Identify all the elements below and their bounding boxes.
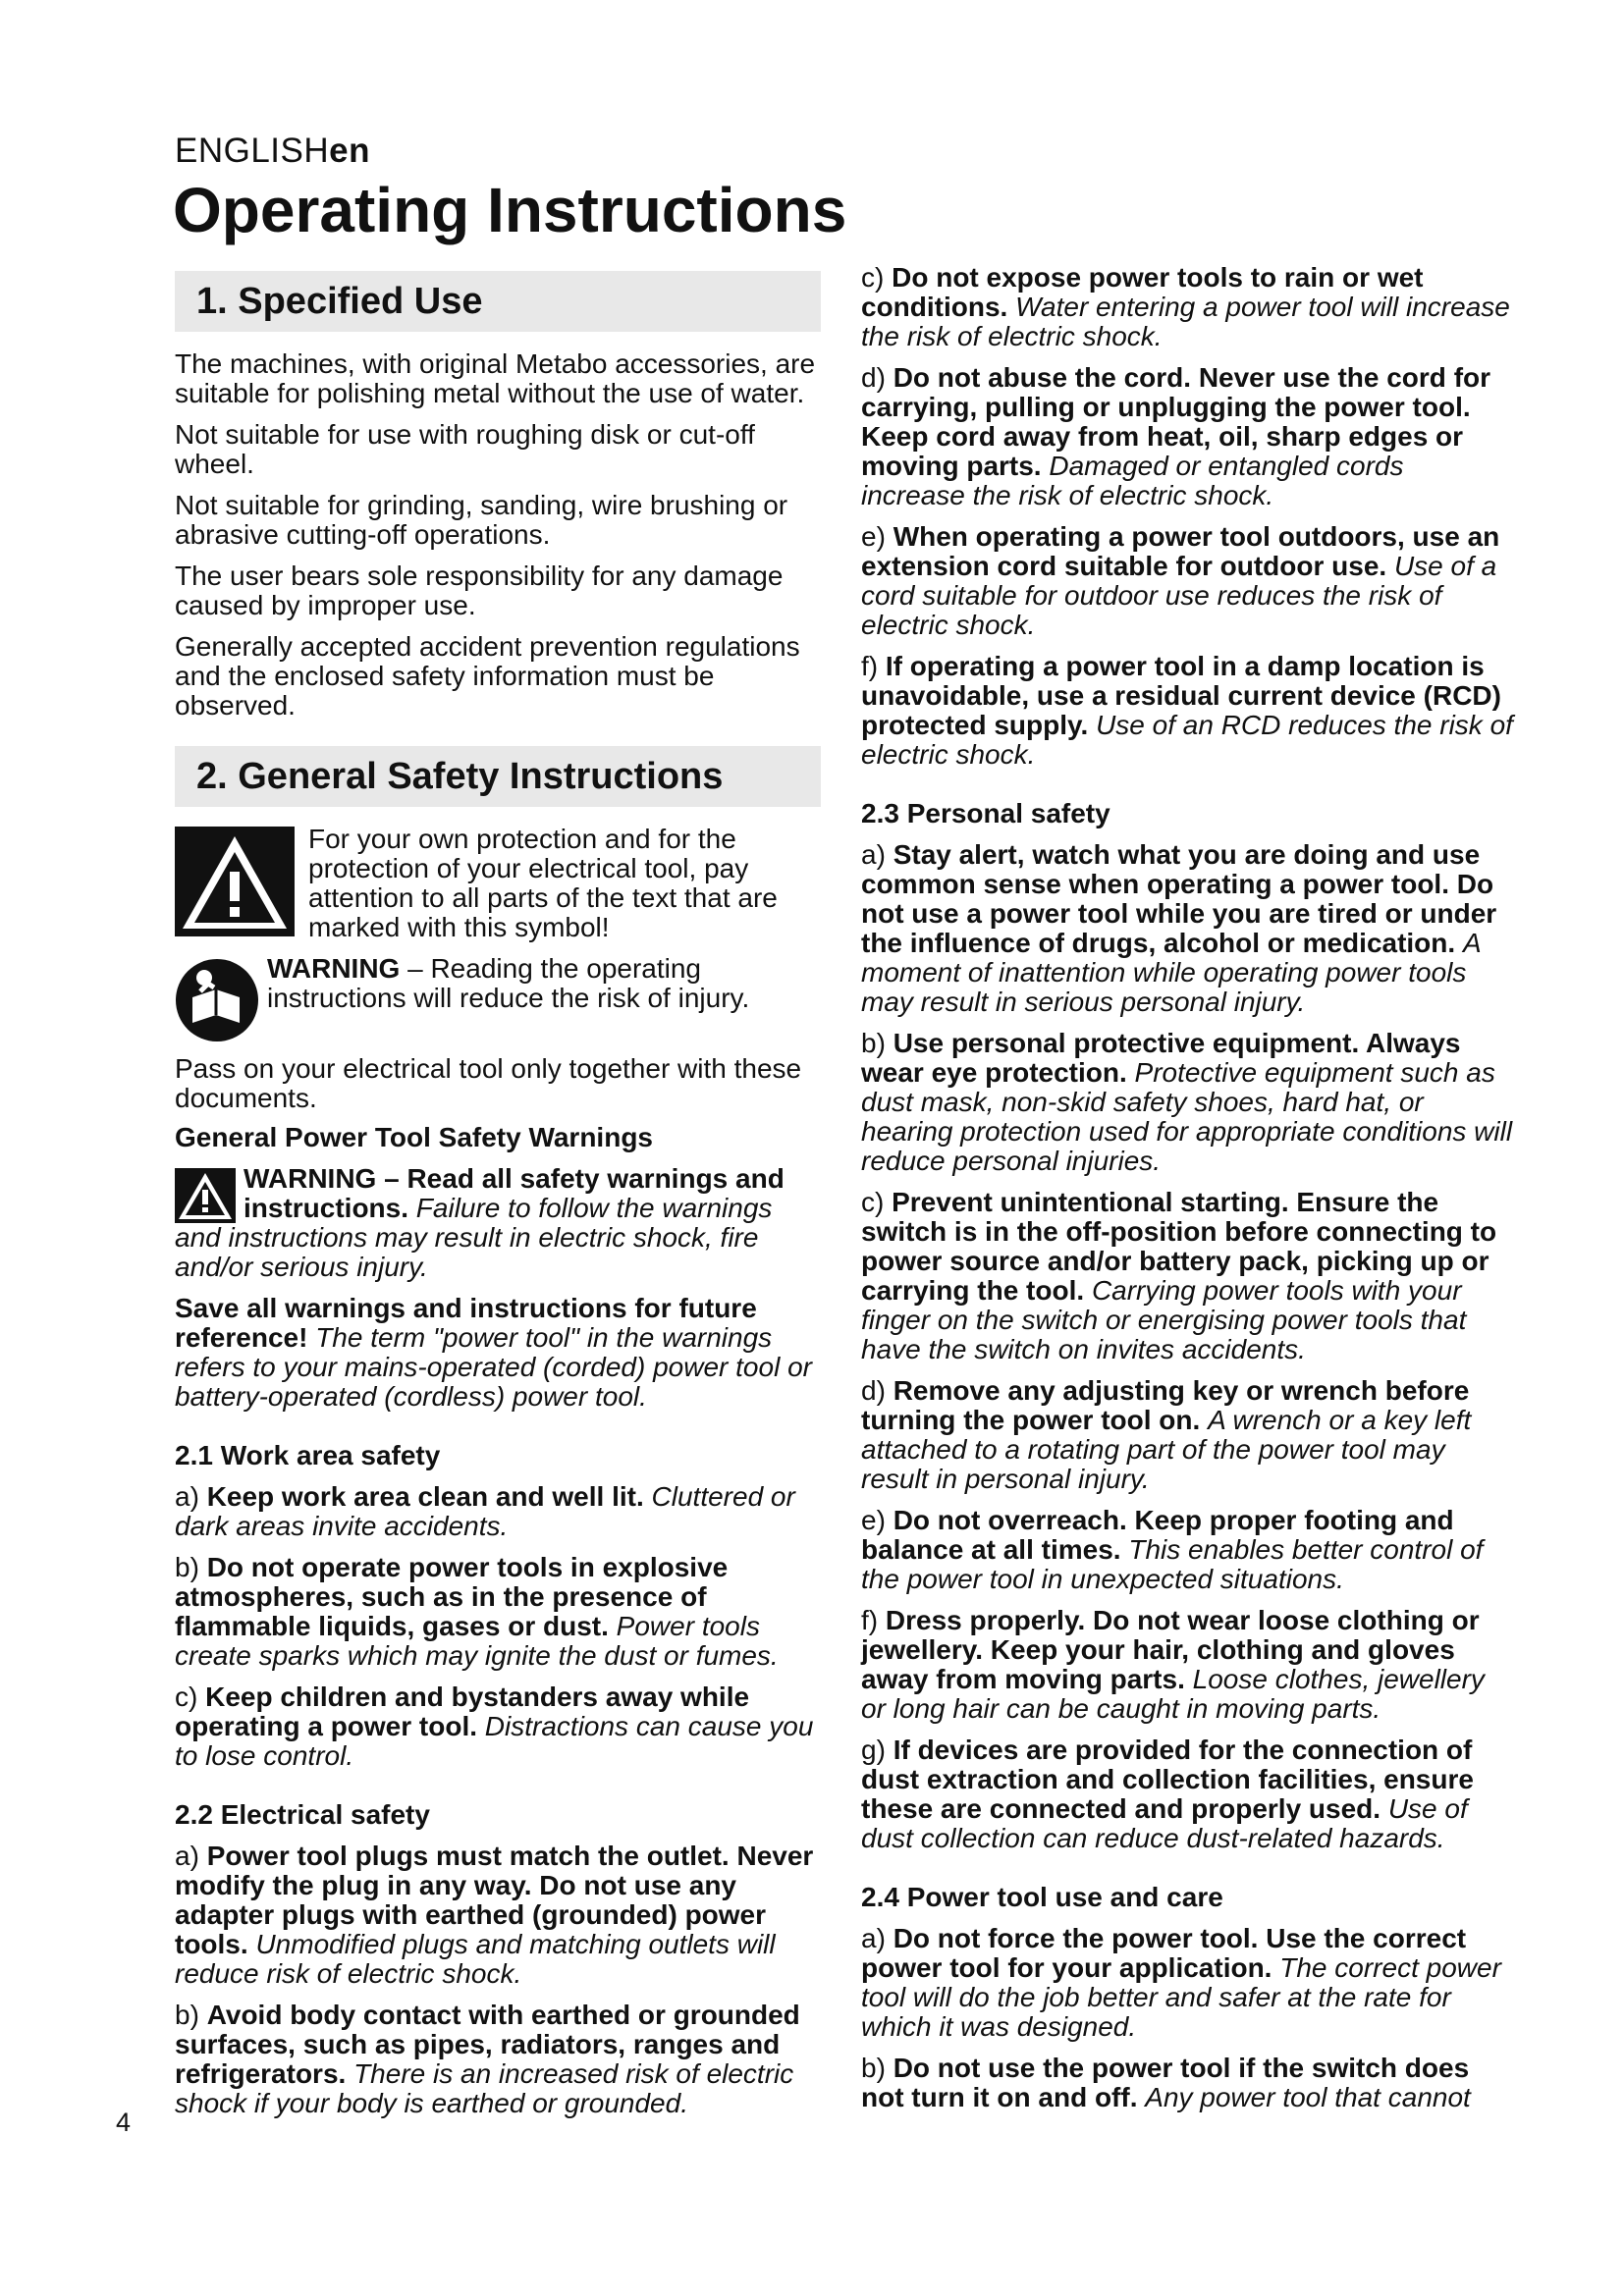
save-warnings-bold: Save all warnings and instructions for future reference! (175, 1293, 757, 1353)
specified-use-para: Not suitable for use with roughing disk or cut-off wheel. (175, 419, 755, 479)
list-item: b) Do not use the power tool if the switch does not turn it on and off. Any power tool that cannot (861, 2053, 1471, 2112)
specified-use-para: The machines, with original Metabo accessories, are suitable for polishing metal without the use of water. (175, 348, 816, 408)
specified-use-para: The user bears sole responsibility for any damage caused by improper use. (175, 561, 784, 620)
list-item: a) Power tool plugs must match the outlet. Never modify the plug in any way. Do not use any adapter plugs with earthed (grounded) power tools. Unmodified plugs and matching outlets will reduce risk of electric shock. (175, 1841, 814, 1989)
list-item: f) Dress properly. Do not wear loose clothing or jewellery. Keep your hair, clothing and gloves away from moving parts. Loose clothes, jewellery or long hair can be caught in moving parts. (861, 1605, 1485, 1724)
list-item: d) Remove any adjusting key or wrench before turning the power tool on. A wrench or a key left attached to a rotating part of the power tool may result in personal injury. (861, 1375, 1472, 1494)
list-item: a) Keep work area clean and well lit. Cluttered or dark areas invite accidents. (175, 1481, 795, 1541)
list-item: c) Keep children and bystanders away while operating a power tool. Distractions can cause you to lose control. (175, 1682, 814, 1771)
manual-warning (175, 954, 821, 1042)
s23-heading: 2.3 Personal safety (861, 798, 1110, 828)
save-warnings (175, 1294, 821, 1412)
read-warnings-italic: Failure to follow the warnings and instructions may result in electric shock, fire and/or serious injury. (175, 1193, 773, 1282)
language-code: en (329, 132, 371, 170)
pass-on-text: Pass on your electrical tool only together with these documents. (175, 1053, 802, 1113)
save-warnings-italic: The term "power tool" in the warnings refers to your mains-operated (corded) power tool or battery-operated (cordless) power tool. (175, 1322, 812, 1412)
list-item: c) Do not expose power tools to rain or wet conditions. Water entering a power tool will increase the risk of electric shock. (861, 262, 1510, 351)
symbol-notice-text: For your own protection and for the protection of your electrical tool, pay attention to all parts of the text that are marked with this symbol! (308, 824, 778, 942)
list-item: d) Do not abuse the cord. Never use the cord for carrying, pulling or unplugging the power tool. Keep cord away from heat, oil, sharp edges or moving parts. Damaged or entangled cords increase the risk of electric shock. (861, 362, 1491, 510)
list-item: g) If devices are provided for the connection of dust extraction and collection facilities, ensure these are connected and properly used. Use of dust collection can reduce dust-related hazards. (861, 1735, 1474, 1853)
list-item: a) Do not force the power tool. Use the correct power tool for your application. The correct power tool will do the job better and safer at the rate for which it was designed. (861, 1923, 1501, 2042)
list-item: a) Stay alert, watch what you are doing and use common sense when operating a power tool. Do not use a power tool while you are tired or under the influence of drugs, alcohol or medication. A moment of inattention while operating power tools may result in serious personal injury. (861, 839, 1497, 1017)
read-manual-icon (175, 958, 259, 1042)
section-1-heading: 1. Specified Use (175, 271, 821, 332)
right-column (861, 263, 1514, 2124)
manual-warning-text: – Reading the operating instructions will reduce the risk of injury. (267, 953, 750, 1013)
manual-warning-label: WARNING (267, 953, 401, 984)
page-number: 4 (116, 2108, 132, 2137)
s22-heading: 2.2 Electrical safety (175, 1799, 430, 1830)
list-item: e) Do not overreach. Keep proper footing and balance at all times. This enables better control of the power tool in unexpected situations. (861, 1505, 1484, 1594)
language-prefix: ENGLISH (175, 132, 330, 170)
warning-triangle-icon (175, 827, 295, 936)
list-item: c) Prevent unintentional starting. Ensure the switch is in the off-position before connecting to power source and/or battery pack, picking up or carrying the tool. Carrying power tools with your finger on the switch or energising power tools that have the switch on invites accidents. (861, 1187, 1497, 1364)
read-warnings-bold: WARNING – Read all safety warnings and instructions. (244, 1163, 785, 1223)
gpt-heading: General Power Tool Safety Warnings (175, 1122, 653, 1152)
s24-heading: 2.4 Power tool use and care (861, 1882, 1223, 1912)
page-title: Operating Instructions (173, 175, 847, 245)
specified-use-para: Generally accepted accident prevention regulations and the enclosed safety information must be observed. (175, 631, 800, 721)
section-2-heading: 2. General Safety Instructions (175, 746, 821, 807)
left-column (175, 271, 821, 2130)
specified-use-para: Not suitable for grinding, sanding, wire brushing or abrasive cutting-off operations. (175, 490, 788, 550)
list-item: b) Avoid body contact with earthed or grounded surfaces, such as pipes, radiators, ranges and refrigerators. There is an increased risk of electric shock if your body is earthed or grounded. (175, 2000, 800, 2118)
s21-heading: 2.1 Work area safety (175, 1440, 441, 1470)
symbol-notice (175, 825, 821, 942)
language-label (175, 132, 370, 171)
small-warning-icon (175, 1168, 236, 1223)
list-item: b) Do not operate power tools in explosive atmospheres, such as in the presence of flammable liquids, gases or dust. Power tools create sparks which may ignite the dust or fumes. (175, 1552, 779, 1671)
list-item: b) Use personal protective equipment. Always wear eye protection. Protective equipment such as dust mask, non-skid safety shoes, hard hat, or hearing protection used for appropriate conditions will reduce personal injuries. (861, 1028, 1513, 1176)
list-item: f) If operating a power tool in a damp location is unavoidable, use a residual current device (RCD) protected supply. Use of an RCD reduces the risk of electric shock. (861, 651, 1513, 770)
read-warnings (175, 1164, 821, 1282)
list-item: e) When operating a power tool outdoors, use an extension cord suitable for outdoor use. Use of a cord suitable for outdoor use reduces the risk of electric shock. (861, 521, 1500, 640)
